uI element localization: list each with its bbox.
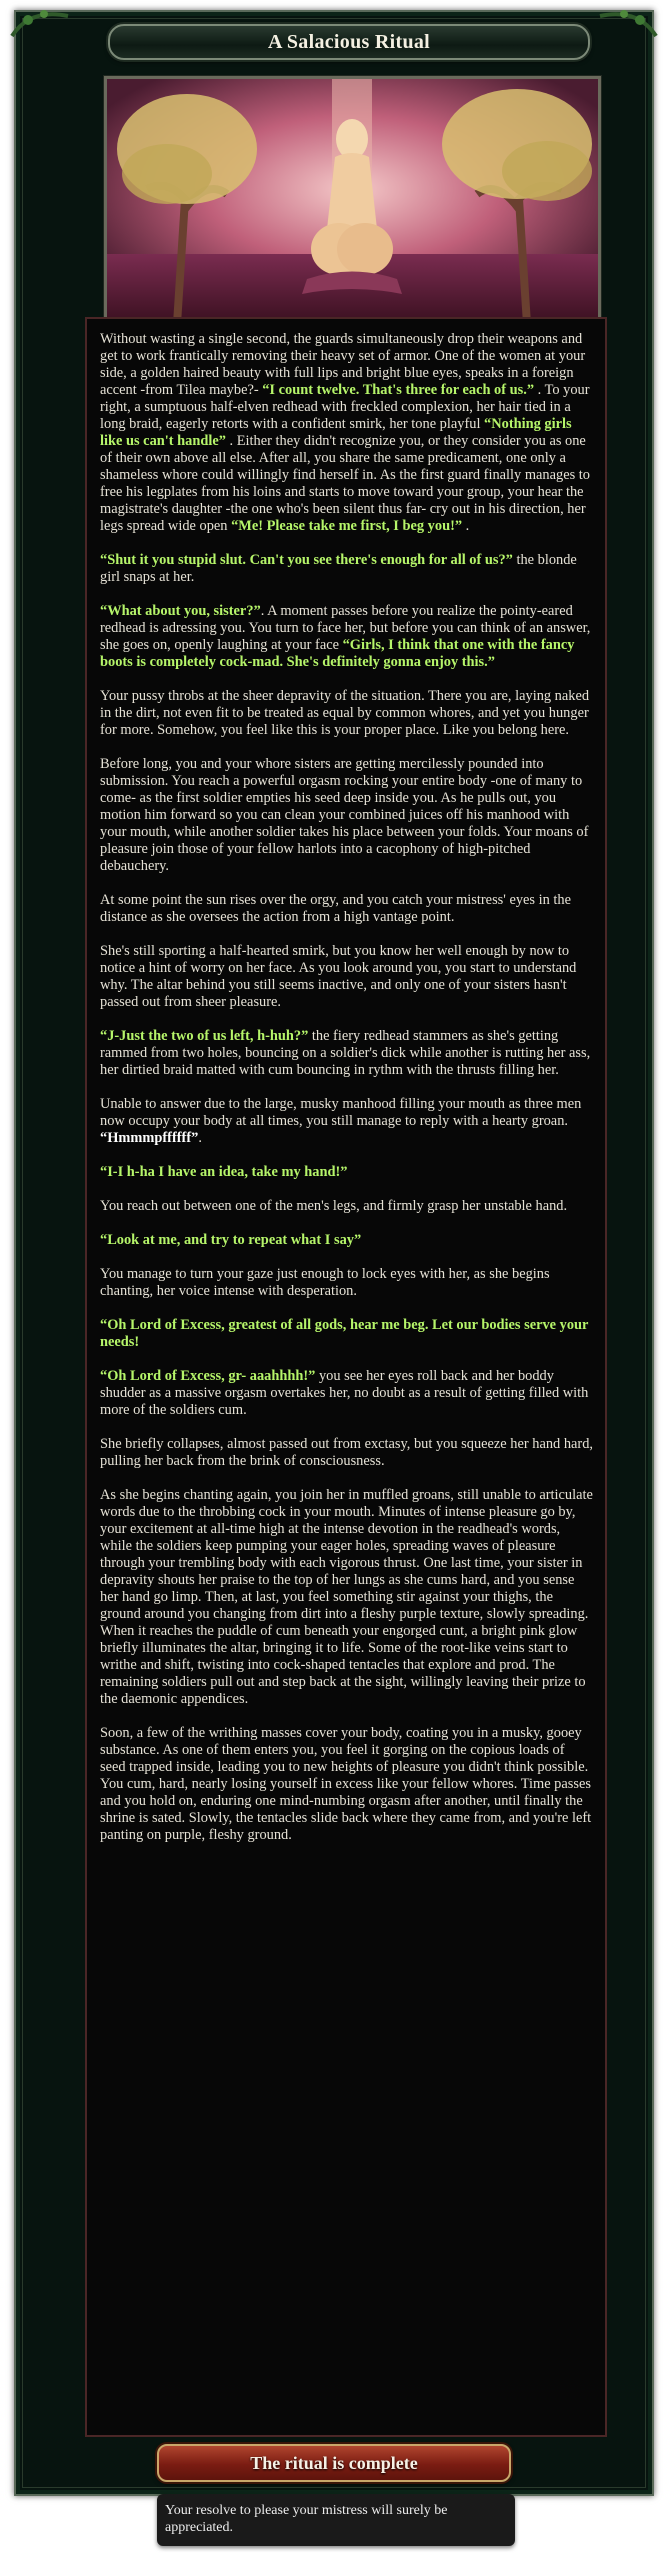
option-tooltip xyxy=(157,2494,515,2546)
dialogue-quote: “Girls, I think that one with the fancy boots is completely cock-mad. She's definitely gonna enjoy this.” xyxy=(100,637,575,670)
tooltip-text: Your resolve to please your mistress will surely be appreciated. xyxy=(165,2503,448,2535)
dialogue-quote: “I-I h-ha I have an idea, take my hand!” xyxy=(100,1164,348,1180)
story-paragraph: At some point the sun rises over the orgy, and you catch your mistress' eyes in the distance as she oversees the action from a high vantage point. xyxy=(100,892,571,925)
ritual-scene-illustration xyxy=(107,79,598,324)
story-paragraph xyxy=(100,1096,593,1147)
ritual-complete-button[interactable] xyxy=(157,2444,511,2482)
dialogue-quote: “I count twelve. That's three for each of us.” xyxy=(262,382,535,398)
dialogue-quote: “Me! Please take me first, I beg you!” xyxy=(231,518,463,534)
dialogue-quote: “Oh Lord of Excess, greatest of all gods, hear me beg. Let our bodies serve your needs! xyxy=(100,1317,589,1350)
story-paragraph xyxy=(100,552,593,586)
story-text: the fiery redhead stammers as she's getting rammed from two holes, bouncing on a soldier's dick while another is rutting her ass, her dirtied braid matted with cum bouncing in rythm with the thrusts filling her. xyxy=(100,1028,591,1078)
story-paragraph: Your pussy throbs at the sheer depravity of the situation. There you are, laying naked in the dirt, not even fit to be treated as equal by common whores, and yet you hunger for more. Somehow, you feel like this is your proper place. Like you belong here. xyxy=(100,688,590,738)
story-text: . xyxy=(198,1130,202,1146)
ritual-scene-image xyxy=(104,76,601,327)
story-text: . Either they didn't recognize you, or they consider you as one of their own above all else. After all, you share the same predicament, one only a shameless whore could willingly find herself in. As the first guard finally manages to free his legplates from his loins and starts to move toward your group, your hear the magistrate's daughter -the one who's been silent thus far- cry out in his direction, her legs spread wide open xyxy=(100,433,590,534)
dialogue-quote: “Oh Lord of Excess, gr- aaahhhh!” xyxy=(100,1368,316,1384)
story-paragraph xyxy=(100,331,593,535)
story-text: Without wasting a single second, the guards simultaneously drop their weapons and get to work frantically removing their heavy set of armor. One of the women at your side, a golden haired beauty with full lips and bright blue eyes, speaks in a foreign accent -from Tilea maybe?- xyxy=(100,331,586,398)
window-title-bar xyxy=(108,24,590,60)
story-paragraph xyxy=(100,603,593,671)
vine-ornament-icon xyxy=(10,6,70,46)
dialogue-quote: “Look at me, and try to repeat what I say” xyxy=(100,1232,362,1248)
dialogue-quote: “Nothing girls like us can't handle” xyxy=(100,416,572,449)
story-text: the blonde girl snaps at her. xyxy=(100,552,577,585)
dialogue-quote: “Shut it you stupid slut. Can't you see there's enough for all of us?” xyxy=(100,552,513,568)
event-window xyxy=(14,10,654,2496)
story-paragraph: As she begins chanting again, you join her in muffled groans, still unable to articulate words due to the throbbing cock in your mouth. Minutes of intense pleasure go by, your excitement at all-time high at the intense devotion in the readhead's words, while the soldiers keep pumping your eager holes, spreading waves of pleasure through your trembling body with each vigorous thrust. One last time, your sister in depravity shouts her praise to the top of her lungs as she cums hard, and you sense her hand go limp. Then, at last, you feel something stir against your thighs, the ground around you changing from dirt into a fleshy purple texture, slowly spreading. When it reaches the puddle of cum beneath your engorged cunt, a bright pink glow briefly illuminates the altar, bringing it to life. Some of the root-like veins start to writhe and shift, twisting into cock-shaped tentacles that explore and prod. The remaining soldiers pull out and step back at the sight, willingly leaving their prize to the daemonic appendices. xyxy=(100,1487,593,1707)
dialogue-quote: “What about you, sister?” xyxy=(100,603,261,619)
story-paragraph: She's still sporting a half-hearted smirk, but you know her well enough by now to notice a hint of worry on her face. As you look around you, you start to understand why. The altar behind you still seems inactive, and only one of your sisters hasn't passed out from sheer pleasure. xyxy=(100,943,577,1010)
story-paragraph: She briefly collapses, almost passed out from exctasy, but you squeeze her hand hard, pulling her back from the brink of consciousness. xyxy=(100,1436,594,1469)
story-text: . xyxy=(462,518,470,534)
story-paragraph xyxy=(100,1368,593,1419)
story-text: . A moment passes before you realize the pointy-eared redhead is adressing you. You turn to face her, but before you can think of an answer, she goes on, openly laughing at your face xyxy=(100,603,591,653)
window-title: A Salacious Ritual xyxy=(267,30,431,53)
groan-text: “Hmmmpffffff” xyxy=(100,1130,199,1146)
story-paragraph: You reach out between one of the men's legs, and firmly grasp her unstable hand. xyxy=(100,1198,568,1214)
story-text: . To your right, a sumptuous half-elven redhead with freckled complexion, her hair tied in a long braid, eagerly retorts with a confident smirk, her tone playful xyxy=(100,382,590,432)
story-text: you see her eyes roll back and her boddy shudder as a massive orgasm overtakes her, no doubt as a result of getting filled with more of the soldiers cum. xyxy=(100,1368,589,1418)
story-text-panel xyxy=(85,317,607,2437)
story-paragraph xyxy=(100,1028,593,1079)
story-text: Unable to answer due to the large, musky manhood filling your mouth as three men now occupy your body at all times, you still manage to reply with a hearty groan. xyxy=(100,1096,582,1129)
dialogue-quote: “J-Just the two of us left, h-huh?” xyxy=(100,1028,309,1044)
story-paragraph: Soon, a few of the writhing masses cover your body, coating you in a musky, gooey substance. As one of them enters you, you feel it gorging on the copious loads of seed trapped inside, leading you to new heights of pleasure you didn't think possible. You cum, hard, nearly losing yourself in excess like your fellow whores. Time passes and you hold on, enduring one mind-numbing orgasm after another, until finally the shrine is sated. Slowly, the tentacles slide back where they came from, and you're left panting on purple, fleshy ground. xyxy=(100,1725,592,1843)
story-paragraph: Before long, you and your whore sisters are getting mercilessly pounded into submission. You reach a powerful orgasm rocking your entire body -one of many to come- as the first soldier empties his seed deep inside you. As he pulls out, you motion him forward so you can clean your combined juices off his manhood with your mouth, while another soldier takes his place between your folds. Your moans of pleasure join those of your fellow harlots into a cacophony of high-pitched debauchery. xyxy=(100,756,589,874)
story-paragraph: You manage to turn your gaze just enough to lock eyes with her, as she begins chanting, her voice intense with desperation. xyxy=(100,1266,550,1299)
vine-ornament-icon xyxy=(598,6,658,46)
ritual-complete-button-label: The ritual is complete xyxy=(250,2452,418,2473)
